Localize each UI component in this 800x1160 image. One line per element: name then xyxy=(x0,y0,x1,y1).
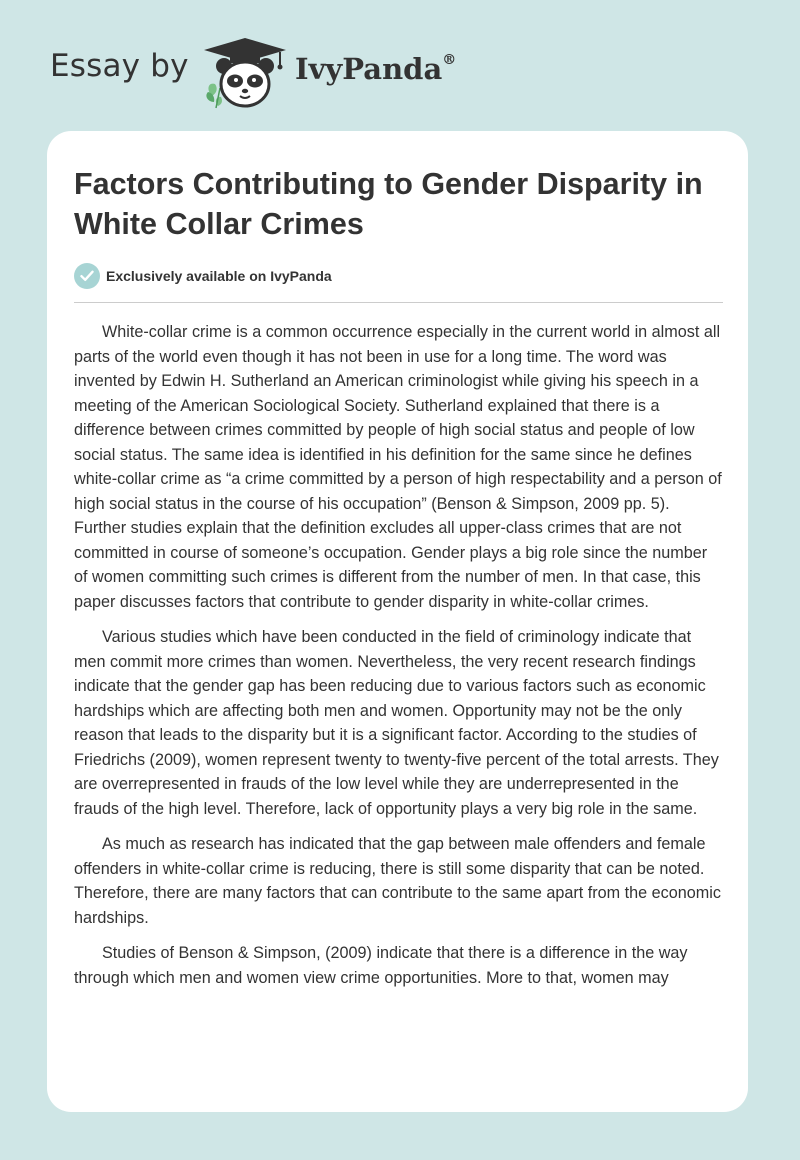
site-header xyxy=(0,0,800,130)
essay-card xyxy=(47,131,748,1112)
panda-logo-icon[interactable] xyxy=(200,36,290,110)
essay-paragraph: White-collar crime is a common occurrence especially in the current world in almost all parts of the world even though it has not been in use for a long time. The word was invented by Edwin H. Sutherland an American criminologist while giving his speech in a meeting of the American Sociological Society. Sutherland explained that there is a difference between crimes committed by people of high social status and people of low social status. The same idea is identified in his definition for the same since he defines white-collar crime as “a crime committed by a person of high respectability and a person of high social status in the course of his occupation” (Benson & Simpson, 2009 pp. 5). Further studies explain that the definition excludes all upper-class crimes that are not committed in course of someone’s occupation. Gender plays a big role since the number of women committing such crimes is different from the number of men. In that case, this paper discusses factors that contribute to gender disparity in white-collar crimes. xyxy=(74,323,722,611)
essay-paragraph: Various studies which have been conducted in the field of criminology indicate that men commit more crimes than women. Nevertheless, the very recent research findings indicate that the gender gap has been reducing due to various factors such as economic hardships which are affecting both men and women. Opportunity may not be the only reason that leads to the disparity but it is a significant factor. According to the studies of Friedrichs (2009), women represent twenty to twenty-five percent of the total arrests. They are overrepresented in frauds of the low level while they are underrepresented in the frauds of the high level. Therefore, lack of opportunity plays a very big role in the same. xyxy=(74,628,719,818)
exclusive-badge xyxy=(74,263,332,289)
title-divider xyxy=(74,302,723,303)
check-circle-icon xyxy=(74,263,100,289)
essay-paragraph: As much as research has indicated that the gap between male offenders and female offenders in white-collar crime is reducing, there is still some disparity that can be noted. Therefore, there are many factors that can contribute to the same apart from the economic hardships. xyxy=(74,835,721,927)
brand-text: IvyPanda xyxy=(295,52,443,86)
essay-paragraph: Studies of Benson & Simpson, (2009) indicate that there is a difference in the way through which men and women view crime opportunities. More to that, women may xyxy=(74,944,688,987)
registered-mark: ® xyxy=(442,52,457,69)
exclusive-badge-label: Exclusively available on IvyPanda xyxy=(106,268,332,284)
essay-title: Factors Contributing to Gender Disparity in White Collar Crimes xyxy=(74,167,703,241)
essay-by-label: Essay by xyxy=(50,48,189,84)
essay-body xyxy=(74,320,723,1001)
ivypanda-brand-name[interactable] xyxy=(295,52,456,86)
